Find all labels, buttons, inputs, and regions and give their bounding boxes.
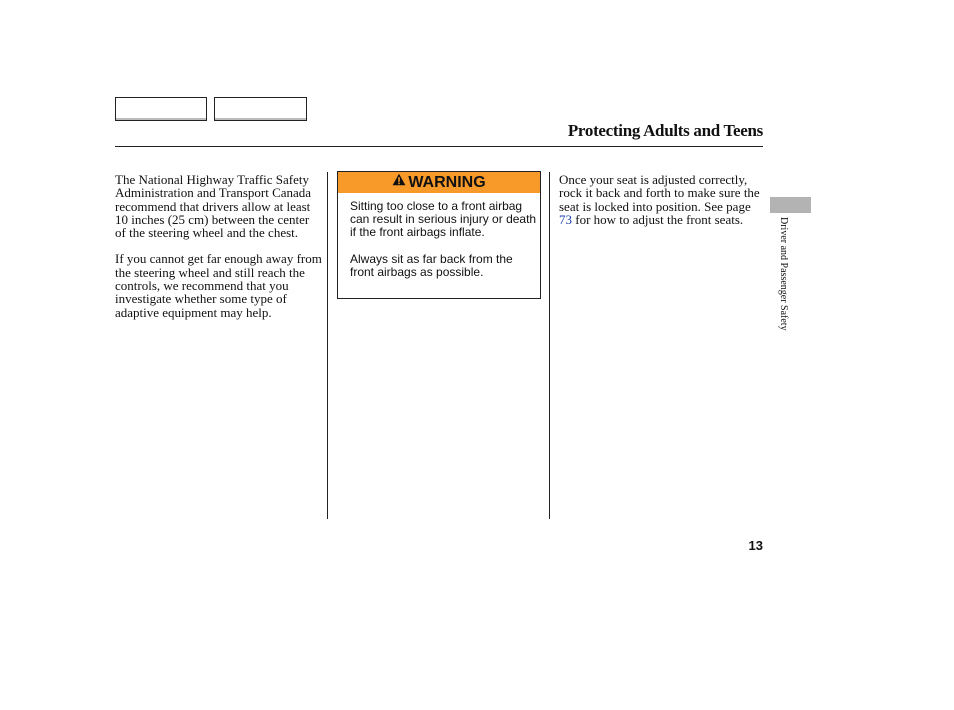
- section-tab[interactable]: [770, 197, 811, 213]
- right-text-after: for how to adjust the front seats.: [572, 211, 744, 227]
- warning-label: WARNING: [408, 173, 486, 191]
- column-divider-2: [549, 172, 550, 519]
- title-divider: [115, 146, 763, 147]
- page-number: 13: [748, 538, 763, 553]
- column-divider-1: [327, 172, 328, 519]
- right-paragraph: [559, 173, 762, 226]
- nav-button-contents[interactable]: [115, 97, 207, 121]
- warning-paragraph-2: Always sit as far back from the front airbags as possible.: [350, 252, 513, 279]
- warning-box: [337, 171, 541, 299]
- left-paragraph-2: If you cannot get far enough away from the steering wheel and still reach the controls, we recommend that you investigate whether some type of adaptive equipment may help.: [115, 251, 322, 320]
- left-paragraph-1: The National Highway Traffic Safety Administration and Transport Canada recommend that drivers allow at least 10 inches (25 cm) between the center of the steering wheel and the chest.: [115, 172, 312, 241]
- right-column: [559, 173, 762, 226]
- right-text-before: Once your seat is adjusted correctly, rock it back and forth to make sure the seat is locked into position. See page: [559, 172, 760, 214]
- warning-paragraph-1: Sitting too close to a front airbag can result in serious injury or death if the front airbags inflate.: [350, 199, 537, 239]
- warning-text: [350, 200, 538, 293]
- page-reference-link[interactable]: 73: [559, 211, 572, 227]
- section-label: Driver and Passenger Safety: [778, 217, 789, 331]
- warning-banner: [338, 172, 540, 193]
- left-column: [115, 173, 323, 332]
- warning-triangle-icon: [392, 173, 406, 191]
- page-title: Protecting Adults and Teens: [567, 121, 763, 140]
- nav-button-index[interactable]: [214, 97, 307, 121]
